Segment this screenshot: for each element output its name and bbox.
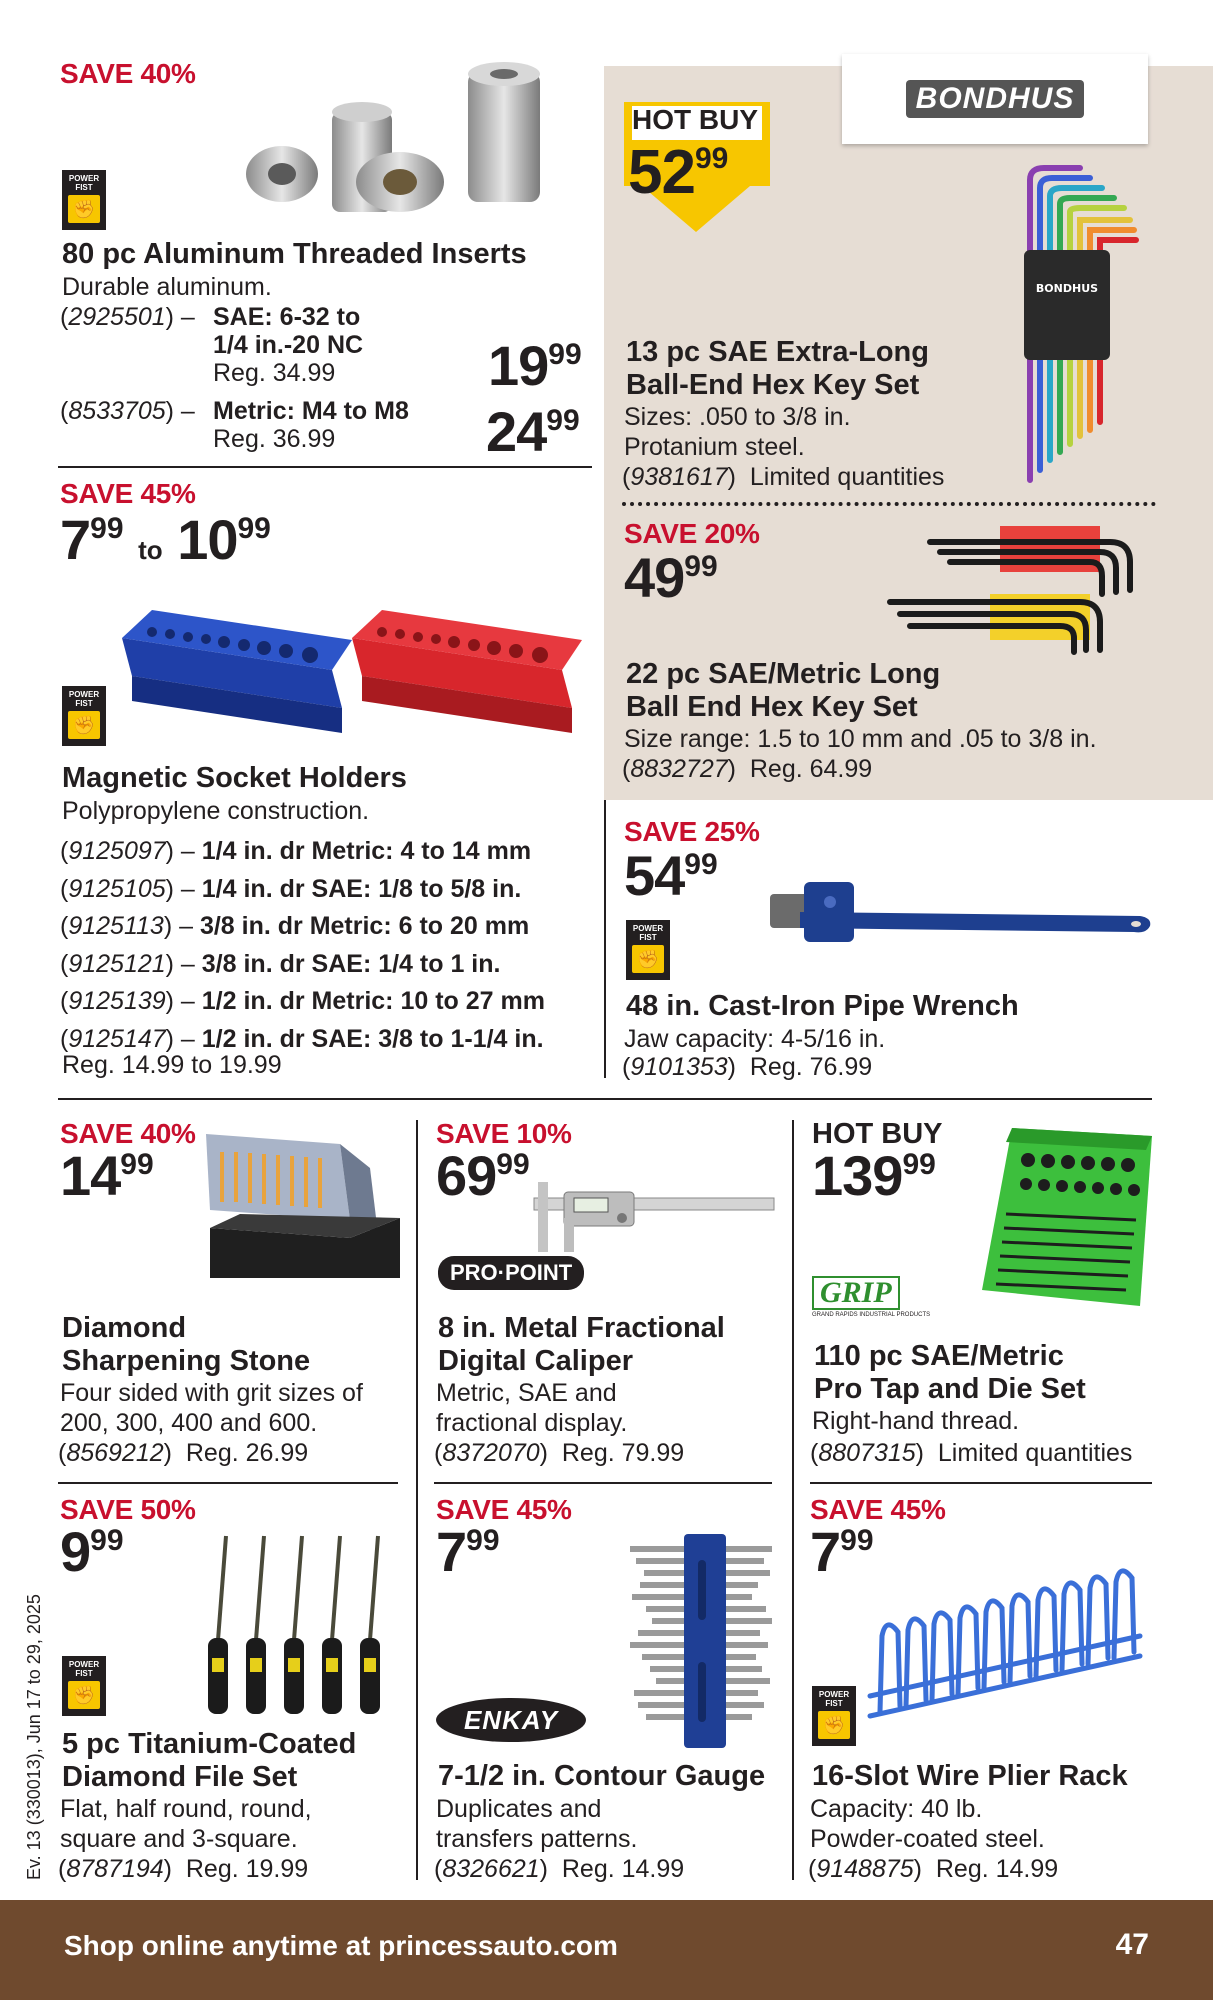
sku-line: (8787194) Reg. 19.99 bbox=[58, 1855, 309, 1883]
price-dollars: 14 bbox=[60, 1144, 121, 1207]
product-title: 5 pc Titanium-Coated bbox=[62, 1728, 357, 1760]
product-description: Duplicates and bbox=[436, 1795, 602, 1823]
sale-price bbox=[624, 844, 718, 907]
hex-key-extra-long-image bbox=[1010, 160, 1160, 490]
sku-line: (8326621) Reg. 14.99 bbox=[434, 1855, 685, 1883]
price-cents: 99 bbox=[90, 1524, 124, 1557]
sale-price-range bbox=[60, 508, 271, 571]
product-title: Sharpening Stone bbox=[62, 1345, 311, 1377]
price-dollars: 7 bbox=[436, 1520, 467, 1583]
spec: 1/2 in. dr Metric: 10 to 27 mm bbox=[201, 987, 545, 1015]
save-badge: SAVE 40% bbox=[60, 1118, 196, 1149]
power-fist-logo: POWER FIST ✊ bbox=[62, 170, 106, 230]
sku: 9381617 bbox=[630, 463, 728, 491]
reg-price: Reg. 34.99 bbox=[213, 359, 336, 387]
sale-price bbox=[486, 400, 580, 463]
product-title: Diamond bbox=[62, 1312, 187, 1344]
product-title: 13 pc SAE Extra-Long bbox=[626, 336, 929, 368]
svg-text:BONDHUS: BONDHUS bbox=[1035, 282, 1099, 295]
price-range-separator: to bbox=[138, 535, 163, 565]
spec: 1/4 in. dr SAE: 1/8 to 5/8 in. bbox=[201, 874, 522, 903]
brand-name: BONDHUS bbox=[906, 80, 1085, 118]
sale-price bbox=[436, 1144, 530, 1207]
hex-key-long-image bbox=[880, 520, 1150, 660]
save-badge: SAVE 45% bbox=[436, 1494, 572, 1525]
spec: 3/8 in. dr SAE: 1/4 to 1 in. bbox=[201, 949, 501, 978]
price-dollars: 49 bbox=[624, 546, 685, 609]
sku: 8832727 bbox=[630, 755, 728, 783]
grip-logo bbox=[812, 1276, 968, 1318]
sku: 9125113 bbox=[68, 912, 164, 940]
sharpening-stone-image bbox=[200, 1128, 410, 1288]
reg-price: Reg. 36.99 bbox=[213, 425, 336, 453]
spec-line: Metric: M4 to M8 bbox=[213, 397, 409, 425]
sku-list bbox=[60, 836, 545, 1058]
sku-line: (8832727) Reg. 64.99 bbox=[622, 755, 873, 783]
product-title: 8 in. Metal Fractional bbox=[438, 1312, 725, 1344]
divider bbox=[792, 1120, 794, 1880]
spec-line: 1/4 in.-20 NC bbox=[213, 331, 364, 359]
reg-price: Reg. 14.99 bbox=[935, 1855, 1059, 1883]
price-dollars: 24 bbox=[486, 400, 547, 463]
divider bbox=[434, 1482, 772, 1484]
price-dollars: 54 bbox=[624, 844, 685, 907]
product-description: Polypropylene construction. bbox=[62, 797, 370, 825]
product-title: Magnetic Socket Holders bbox=[62, 762, 407, 794]
sku-line: (2925501) – bbox=[60, 303, 195, 331]
contour-gauge-image bbox=[626, 1532, 776, 1752]
sku-line: (8807315) Limited quantities bbox=[810, 1439, 1133, 1467]
sale-price bbox=[812, 1144, 936, 1207]
price-cents: 99 bbox=[902, 1148, 936, 1181]
reg-price: Reg. 14.99 to 19.99 bbox=[62, 1051, 282, 1079]
bondhus-logo bbox=[842, 54, 1148, 144]
sale-price bbox=[624, 546, 718, 609]
product-title: Ball-End Hex Key Set bbox=[626, 369, 920, 401]
file-set-image bbox=[196, 1530, 386, 1720]
sale-price bbox=[60, 1144, 154, 1207]
divider bbox=[58, 1482, 398, 1484]
threaded-inserts-image bbox=[240, 62, 560, 222]
sku: 8372070 bbox=[442, 1439, 540, 1467]
sale-price bbox=[628, 138, 729, 207]
spec: 1/4 in. dr Metric: 4 to 14 mm bbox=[201, 837, 532, 865]
price-dollars: 9 bbox=[60, 1520, 91, 1583]
sku-line: (8533705) – bbox=[60, 397, 195, 425]
power-fist-logo: POWER FIST ✊ bbox=[812, 1686, 856, 1746]
sku: 9148875 bbox=[816, 1855, 914, 1883]
sku-line: (9101353) Reg. 76.99 bbox=[622, 1053, 873, 1081]
product-title: 110 pc SAE/Metric bbox=[814, 1340, 1064, 1372]
availability-note: Limited quantities bbox=[749, 463, 945, 491]
product-title: 7-1/2 in. Contour Gauge bbox=[438, 1760, 766, 1792]
pro-point-logo bbox=[438, 1256, 584, 1290]
footer-bar bbox=[0, 1900, 1213, 2000]
price-cents: 99 bbox=[684, 550, 718, 583]
product-description: Sizes: .050 to 3/8 in. bbox=[624, 403, 851, 431]
plier-rack-image bbox=[860, 1536, 1160, 1736]
price-dollars: 7 bbox=[60, 508, 91, 571]
price-cents: 99 bbox=[90, 512, 124, 545]
dotted-divider bbox=[622, 502, 1156, 506]
pipe-wrench-image bbox=[760, 872, 1160, 962]
list-item: (9125097) – 1/4 in. dr Metric: 4 to 14 mm bbox=[60, 837, 532, 865]
sku: 8807315 bbox=[818, 1439, 916, 1467]
brand-name: ENKAY bbox=[463, 1704, 559, 1735]
reg-price: Reg. 26.99 bbox=[185, 1439, 309, 1467]
list-item: (9125147) – 1/2 in. dr SAE: 3/8 to 1-1/4 in. bbox=[60, 1024, 544, 1053]
save-badge: SAVE 20% bbox=[624, 518, 760, 549]
divider bbox=[58, 466, 592, 468]
save-badge: SAVE 45% bbox=[60, 478, 196, 509]
product-description: Capacity: 40 lb. bbox=[810, 1795, 983, 1823]
price-cents: 99 bbox=[546, 404, 580, 437]
power-fist-logo: POWER FIST ✊ bbox=[62, 1656, 106, 1716]
price-cents: 99 bbox=[496, 1148, 530, 1181]
list-item: (9125139) – 1/2 in. dr Metric: 10 to 27 mm bbox=[60, 987, 545, 1015]
divider bbox=[416, 1120, 418, 1880]
save-badge: SAVE 45% bbox=[810, 1494, 946, 1525]
product-description: Powder-coated steel. bbox=[810, 1825, 1045, 1853]
price-dollars: 69 bbox=[436, 1144, 497, 1207]
hot-buy-label: HOT BUY bbox=[632, 104, 758, 135]
sku-line: (8569212) Reg. 26.99 bbox=[58, 1439, 309, 1467]
product-description: transfers patterns. bbox=[436, 1825, 638, 1853]
price-dollars: 10 bbox=[177, 508, 238, 571]
sku: 9125121 bbox=[68, 949, 166, 978]
sale-price bbox=[60, 1520, 124, 1583]
reg-price: Reg. 14.99 bbox=[561, 1855, 685, 1883]
list-item: (9125105) – 1/4 in. dr SAE: 1/8 to 5/8 in. bbox=[60, 874, 522, 903]
product-description: Protanium steel. bbox=[624, 433, 805, 461]
list-item: (9125113) – 3/8 in. dr Metric: 6 to 20 mm bbox=[60, 912, 530, 940]
save-badge: SAVE 10% bbox=[436, 1118, 572, 1149]
sku: 8569212 bbox=[66, 1439, 164, 1467]
power-fist-logo: POWER FIST ✊ bbox=[62, 686, 106, 746]
product-title: Digital Caliper bbox=[438, 1345, 633, 1377]
product-title: 16-Slot Wire Plier Rack bbox=[812, 1760, 1128, 1792]
product-description: 200, 300, 400 and 600. bbox=[60, 1409, 318, 1437]
price-dollars: 52 bbox=[628, 138, 695, 207]
reg-price: Reg. 64.99 bbox=[749, 755, 873, 783]
brand-name: GRIP bbox=[812, 1276, 900, 1310]
divider bbox=[810, 1482, 1152, 1484]
sku: 8787194 bbox=[66, 1855, 164, 1883]
divider bbox=[58, 1098, 1152, 1100]
price-dollars: 19 bbox=[488, 334, 549, 397]
price-cents: 99 bbox=[120, 1148, 154, 1181]
price-cents: 99 bbox=[237, 512, 271, 545]
sku: 2925501 bbox=[68, 303, 166, 331]
price-dollars: 7 bbox=[810, 1520, 841, 1583]
product-title: 80 pc Aluminum Threaded Inserts bbox=[62, 238, 527, 270]
reg-price: Reg. 76.99 bbox=[749, 1053, 873, 1081]
sale-price bbox=[488, 334, 582, 397]
price-cents: 99 bbox=[548, 338, 582, 371]
sku: 9101353 bbox=[630, 1053, 728, 1081]
spec-line: SAE: 6-32 to bbox=[213, 303, 361, 331]
product-title: Diamond File Set bbox=[62, 1761, 298, 1793]
sku: 8533705 bbox=[68, 397, 166, 425]
socket-holders-image bbox=[112, 598, 582, 738]
product-description: Right-hand thread. bbox=[812, 1407, 1020, 1435]
tap-die-set-image bbox=[976, 1122, 1158, 1312]
product-description: Jaw capacity: 4-5/16 in. bbox=[624, 1025, 886, 1053]
product-title: Pro Tap and Die Set bbox=[814, 1373, 1086, 1405]
caliper-image bbox=[524, 1178, 784, 1258]
brand-name: PRO·POINT bbox=[450, 1260, 573, 1285]
product-title: 22 pc SAE/Metric Long bbox=[626, 658, 941, 690]
sku-line: (8372070) Reg. 79.99 bbox=[434, 1439, 685, 1467]
price-cents: 99 bbox=[694, 142, 729, 175]
sku: 9125139 bbox=[68, 987, 166, 1015]
sku-line: (9381617) Limited quantities bbox=[622, 463, 945, 491]
divider bbox=[604, 800, 606, 1078]
page-number: 47 bbox=[1115, 1928, 1149, 1961]
product-description: Four sided with grit sizes of bbox=[60, 1379, 363, 1407]
save-badge: SAVE 25% bbox=[624, 816, 760, 847]
shop-online-link[interactable]: Shop online anytime at princessauto.com bbox=[64, 1930, 618, 1961]
price-dollars: 139 bbox=[812, 1144, 903, 1207]
save-badge: SAVE 40% bbox=[60, 58, 196, 89]
spec: 1/2 in. dr SAE: 3/8 to 1-1/4 in. bbox=[201, 1024, 544, 1053]
product-description: Flat, half round, round, bbox=[60, 1795, 312, 1823]
list-item: (9125121) – 3/8 in. dr SAE: 1/4 to 1 in. bbox=[60, 949, 501, 978]
reg-price: Reg. 79.99 bbox=[561, 1439, 685, 1467]
brand-subtitle: GRAND RAPIDS INDUSTRIAL PRODUCTS bbox=[812, 1312, 931, 1318]
hot-buy-label: HOT BUY bbox=[812, 1118, 943, 1150]
product-description: Durable aluminum. bbox=[62, 273, 272, 301]
enkay-logo bbox=[436, 1698, 586, 1742]
product-description: Size range: 1.5 to 10 mm and .05 to 3/8 in. bbox=[624, 725, 1097, 753]
sku: 9125147 bbox=[68, 1024, 166, 1053]
price-cents: 99 bbox=[684, 848, 718, 881]
spec: 3/8 in. dr Metric: 6 to 20 mm bbox=[199, 912, 530, 940]
sku: 8326621 bbox=[442, 1855, 540, 1883]
sale-price bbox=[436, 1520, 500, 1583]
sku-line: (9148875) Reg. 14.99 bbox=[808, 1855, 1059, 1883]
product-description: square and 3-square. bbox=[60, 1825, 298, 1853]
sku: 9125105 bbox=[68, 874, 166, 903]
availability-note: Limited quantities bbox=[937, 1439, 1133, 1467]
sku: 9125097 bbox=[68, 837, 166, 865]
price-cents: 99 bbox=[840, 1524, 874, 1557]
product-title: Ball End Hex Key Set bbox=[626, 691, 918, 723]
product-description: Metric, SAE and bbox=[436, 1379, 617, 1407]
product-description: fractional display. bbox=[436, 1409, 628, 1437]
power-fist-logo: POWER FIST ✊ bbox=[626, 920, 670, 980]
product-title: 48 in. Cast-Iron Pipe Wrench bbox=[626, 990, 1019, 1022]
price-cents: 99 bbox=[466, 1524, 500, 1557]
reg-price: Reg. 19.99 bbox=[185, 1855, 309, 1883]
edition-label: Ev. 13 (330013), Jun 17 to 29, 2025 bbox=[24, 1594, 44, 1880]
save-badge: SAVE 50% bbox=[60, 1494, 196, 1525]
